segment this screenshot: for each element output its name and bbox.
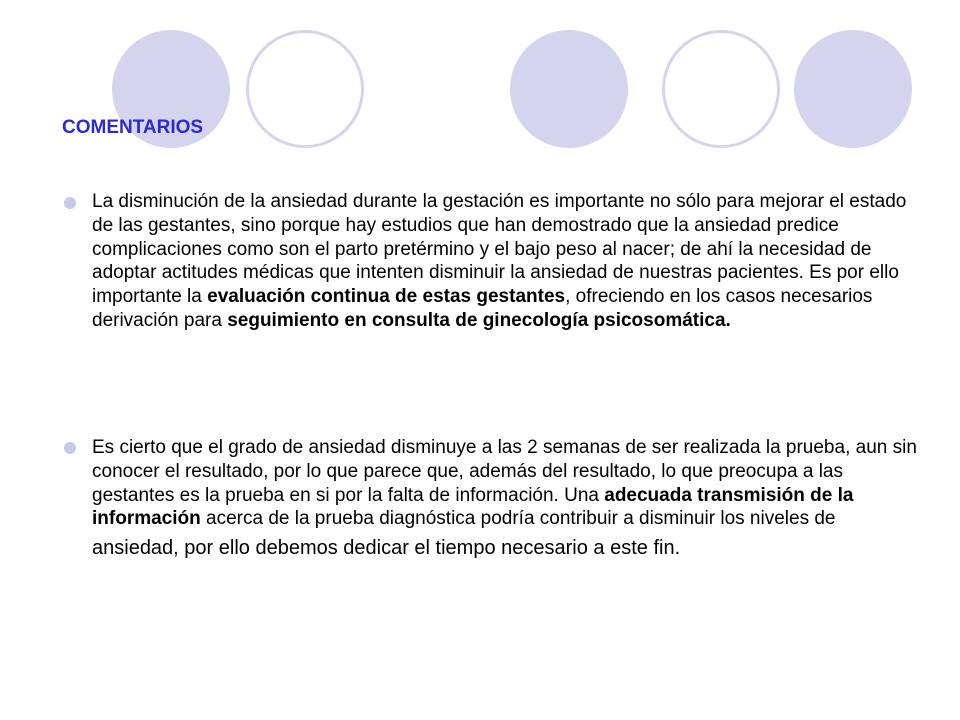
paragraph-2-bold-1: adecuada transmisión de la información: [92, 484, 854, 530]
paragraph-2: [92, 436, 922, 561]
decorative-circle-filled: [510, 30, 628, 148]
paragraph-2-last-line: ansiedad, por ello debemos dedicar el tiempo necesario a este fin.: [92, 537, 681, 560]
bullet-icon: [64, 197, 76, 209]
bullet-icon: [64, 442, 76, 454]
paragraph-1-text: La disminución de la ansiedad durante la gestación es importante no sólo para mejorar el estado de las gestantes, sino porque hay estudios que han demostrado que la ansiedad predice complicaciones como son el parto pretérmino y el bajo peso al nacer; de ahí la necesidad de adoptar actitudes médicas que intenten disminuir la ansiedad de nuestras pacientes. Es por ello importante la: [92, 191, 907, 308]
paragraph-1-bold-2: seguimiento en consulta de ginecología psicosomática.: [227, 309, 731, 331]
paragraph-2-text: Es cierto que el grado de ansiedad disminuye a las 2 semanas de ser realizada la prueba, aun sin conocer el resultado, por lo que parece que, además del resultado, lo que preocupa a las gestantes es la prueba en si por la falta de información. Una: [92, 437, 917, 506]
paragraph-1-text-2: , ofreciendo en los casos necesarios derivación para: [92, 286, 873, 331]
paragraph-1-bold-1: evaluación continua de estas gestantes: [207, 286, 566, 308]
decorative-circle-filled: [794, 30, 912, 148]
paragraph-2-text-2: acerca de la prueba diagnóstica podría contribuir a disminuir los niveles de: [200, 508, 836, 530]
slide-title: COMENTARIOS: [62, 117, 204, 138]
decorative-circle-ring: [246, 30, 364, 148]
paragraph-1: [92, 190, 922, 333]
decorative-circle-ring: [662, 30, 780, 148]
